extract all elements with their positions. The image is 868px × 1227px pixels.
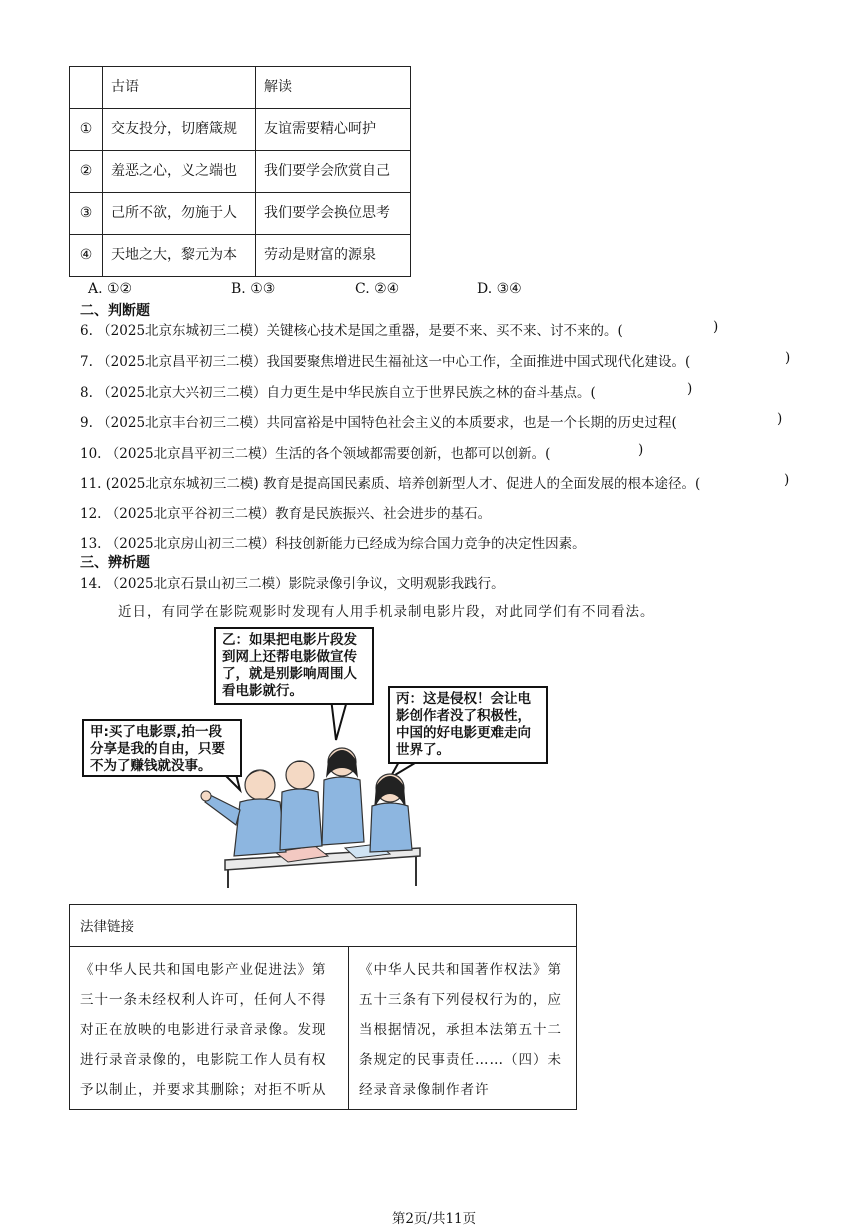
question-14-intro: 近日，有同学在影院观影时发现有人用手机录制电影片段，对此同学们有不同看法。	[118, 604, 655, 620]
answer-paren-7: )	[785, 350, 791, 366]
table-cell-meaning: 劳动是财富的源泉	[256, 235, 411, 277]
option-d: D. ③④	[477, 281, 522, 297]
answer-paren-10: )	[638, 442, 644, 458]
table-cell-saying: 己所不欲，勿施于人	[103, 193, 256, 235]
table-header-row	[70, 67, 411, 109]
section-title-judgement: 二、判断题	[80, 303, 150, 319]
question-14: 14. （2025北京石景山初三二模）影院录像引争议，文明观影我践行。	[80, 576, 505, 592]
table-cell-meaning: 我们要学会欣赏自己	[256, 151, 411, 193]
table-cell-num: ①	[70, 109, 103, 151]
table-cell-saying: 羞恶之心，义之端也	[103, 151, 256, 193]
table-cell-num: ④	[70, 235, 103, 277]
option-a: A. ①②	[88, 281, 133, 297]
table-cell-meaning: 友谊需要精心呵护	[256, 109, 411, 151]
table-row	[70, 151, 411, 193]
question-13: 13. （2025北京房山初三二模）科技创新能力已经成为综合国力竞争的决定性因素。	[80, 536, 586, 552]
table-row	[70, 193, 411, 235]
table-cell-num: ②	[70, 151, 103, 193]
table-row	[70, 109, 411, 151]
question-6: 6. （2025北京东城初三二模）关键核心技术是国之重器，是要不来、买不来、讨不来的。(	[80, 323, 623, 339]
saying-table	[69, 66, 411, 277]
speech-bubble-yi: 乙：如果把电影片段发到网上还帮电影做宣传了，就是别影响周围人看电影就行。	[214, 627, 374, 705]
table-cell-saying: 交友投分，切磨箴规	[103, 109, 256, 151]
table-cell-saying: 天地之大，黎元为本	[103, 235, 256, 277]
copyright-law-text: 《中华人民共和国著作权法》第五十三条有下列侵权行为的，应当根据情况，承担本法第五十二条规定的民事责任……（四）未经录音录像制作者许	[359, 962, 562, 1098]
question-9: 9. （2025北京丰台初三二模）共同富裕是中国特色社会主义的本质要求，也是一个长期的历史过程(	[80, 415, 677, 431]
question-11: 11. (2025北京东城初三二模) 教育是提高国民素质、培养创新型人才、促进人的全面发展的根本途径。(	[80, 476, 701, 492]
speech-bubble-bing: 丙：这是侵权！会让电影创作者没了积极性，中国的好电影更难走向世界了。	[388, 686, 548, 764]
option-c: C. ②④	[355, 281, 400, 297]
table-cell-meaning: 我们要学会换位思考	[256, 193, 411, 235]
answer-paren-9: )	[777, 411, 783, 427]
question-7: 7. （2025北京昌平初三二模）我国要聚焦增进民生福祉这一中心工作，全面推进中国式现代化建设。(	[80, 354, 691, 370]
film-industry-law-text: 《中华人民共和国电影产业促进法》第三十一条未经权利人许可，任何人不得对正在放映的电影进行录音录像。发现进行录音录像的，电影院工作人员有权予以制止，并要求其删除；对拒不听从	[70, 947, 349, 1110]
legal-link-title: 法律链接	[70, 905, 576, 947]
answer-paren-6: )	[713, 319, 719, 335]
table-cell-num: ③	[70, 193, 103, 235]
option-b: B. ①③	[231, 281, 276, 297]
speech-bubble-jia: 甲:买了电影票,拍一段分享是我的自由，只要不为了赚钱就没事。	[82, 719, 242, 777]
answer-paren-11: )	[784, 472, 790, 488]
question-8: 8. （2025北京大兴初三二模）自力更生是中华民族自立于世界民族之林的奋斗基点。(	[80, 385, 596, 401]
table-header-cell: 解读	[256, 67, 411, 109]
table-header-cell: 古语	[103, 67, 256, 109]
table-row	[70, 235, 411, 277]
section-title-analysis: 三、辨析题	[80, 555, 150, 571]
question-12: 12. （2025北京平谷初三二模）教育是民族振兴、社会进步的基石。	[80, 506, 492, 522]
answer-paren-8: )	[687, 381, 693, 397]
question-10: 10. （2025北京昌平初三二模）生活的各个领域都需要创新，也都可以创新。(	[80, 446, 551, 462]
table-header-cell	[70, 67, 103, 109]
legal-link-box	[69, 904, 577, 1110]
page-number: 第2页/共11页	[391, 1211, 477, 1227]
